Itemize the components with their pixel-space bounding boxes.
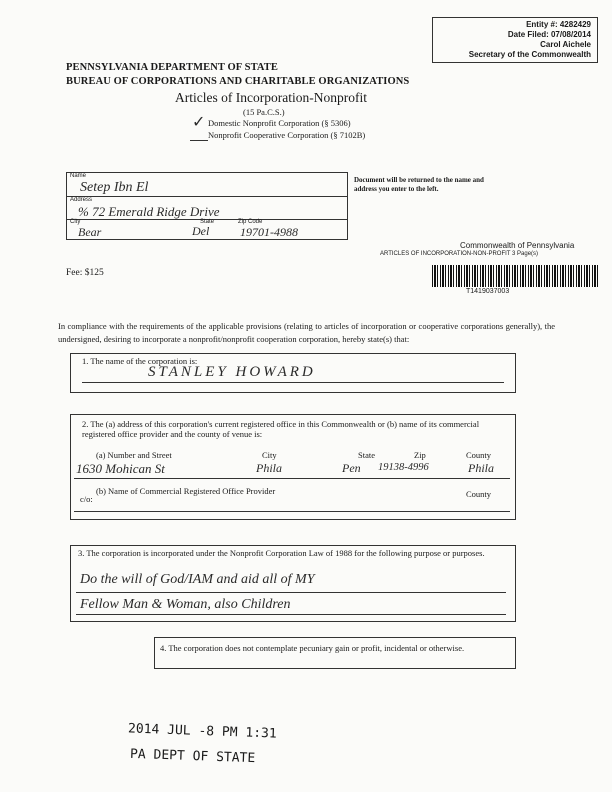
county-header: County [466,450,492,460]
office-city-value: Phila [256,461,282,475]
city-header: City [262,450,277,460]
name-label: Name [70,173,87,179]
care-of-label: c/o: [80,494,93,504]
check-mark-icon: ✓ [192,114,206,131]
return-state-value: Del [192,224,210,238]
city-label: City [70,219,81,225]
compliance-paragraph: In compliance with the requirements of the applicable provisions (relating to articles of incorporation or cooperative corporations generally), the undersigned, desiring to incorporate a nonprofit/nonprofit cooperation corporation, hereby state(s) that: [58,321,555,344]
purpose-line-2: Fellow Man & Woman, also Children [80,597,291,612]
provider-label: (b) Name of Commercial Registered Office Provider [96,486,276,496]
return-city-value: Bear [78,225,102,239]
received-stamp-date: 2014 JUL -8 PM 1:31 [127,721,277,742]
provider-county-label: County [466,489,492,499]
barcode-number: T1419037003 [466,288,510,295]
purpose-line-1: Do the will of God/IAM and aid all of MY [80,572,315,587]
office-street-value: 1630 Mohican St [76,461,165,476]
office-county-value: Phila [468,461,494,475]
office-zip-value: 19138-4996 [378,462,429,473]
barcode-icon [432,265,598,287]
document-title: Articles of Incorporation-Nonprofit [175,90,367,105]
articles-pages-label: ARTICLES OF INCORPORATION-NON-PROFIT 3 Page(s) [380,251,539,257]
return-name-value: Setep Ibn El [80,180,149,195]
zip-label: Zip Code [238,219,263,225]
fee-amount: Fee: $125 [66,268,104,278]
entity-number: Entity #: 4282429 [526,20,591,29]
zip-header: Zip [414,450,426,460]
statute-reference: (15 Pa.C.S.) [243,107,285,117]
return-instructions: Document will be returned to the name and address you enter to the left. [354,176,484,193]
corporation-name-value: STANLEY HOWARD [148,364,316,380]
department-name: PENNSYLVANIA DEPARTMENT OF STATE [66,62,278,73]
date-filed: Date Filed: 07/08/2014 [507,30,591,39]
office-state-value: Pen [342,461,361,475]
section-2-label: 2. The (a) address of this corporation's current registered office in this Commonwealth or (b) name of its commercial registered office provider and the county of venue is: [82,419,480,439]
street-header: (a) Number and Street [96,450,172,460]
section-4-label: 4. The corporation does not contemplate pecuniary gain or profit, incidental or otherwise. [160,643,465,653]
return-zip-value: 19701-4988 [240,225,298,239]
received-stamp-dept: PA DEPT OF STATE [129,746,256,767]
secretary-title: Secretary of the Commonwealth [468,50,591,59]
section-1-label: 1. The name of the corporation is: [82,356,198,366]
bureau-name: BUREAU OF CORPORATIONS AND CHARITABLE ORGANIZATIONS [66,76,410,87]
state-header: State [358,450,375,460]
commonwealth-label: Commonwealth of Pennsylvania [460,241,575,250]
section-4-box [154,637,516,669]
secretary-name: Carol Aichele [540,40,591,49]
address-label: Address [70,197,93,203]
return-address-value: % 72 Emerald Ridge Drive [78,204,220,219]
option-domestic-nonprofit: Domestic Nonprofit Corporation (§ 5306) [208,118,351,128]
section-3-label: 3. The corporation is incorporated under the Nonprofit Corporation Law of 1988 for the following purpose or purposes. [78,548,485,558]
state-label: State [200,219,215,225]
filing-info-box [432,17,598,63]
option-nonprofit-cooperative: Nonprofit Cooperative Corporation (§ 7102B) [208,130,366,140]
